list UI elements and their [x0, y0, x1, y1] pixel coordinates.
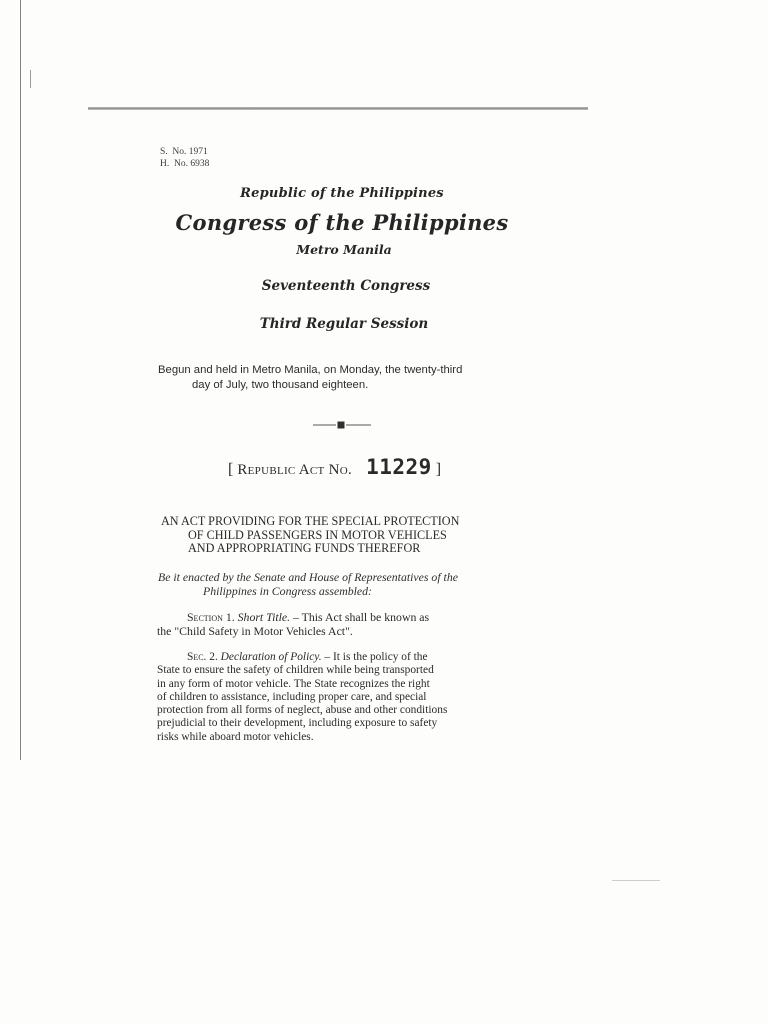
act-number: 11229 — [366, 455, 432, 479]
bill-numbers — [160, 146, 209, 170]
act-title-line-1: AN ACT PROVIDING FOR THE SPECIAL PROTECTION — [161, 514, 460, 528]
section-2-line-1 — [157, 651, 527, 664]
section-2-line-2: State to ensure the safety of children while being transported — [157, 664, 434, 677]
scan-top-rule — [88, 107, 588, 110]
section-1-text-1: – This Act shall be known as — [290, 610, 430, 624]
republic-act-number — [228, 455, 441, 479]
section-2-label: Sec. 2. — [187, 651, 218, 663]
session-heading: Third Regular Session — [259, 316, 429, 332]
section-1 — [157, 611, 529, 638]
divider-ornament — [313, 420, 371, 430]
enacting-line-1: Be it enacted by the Senate and House of Representatives of the — [158, 570, 458, 584]
section-1-line-2: the "Child Safety in Motor Vehicles Act". — [157, 623, 353, 638]
scan-left-edge — [20, 0, 21, 760]
convened-statement — [158, 363, 530, 393]
convened-line-2: day of July, two thousand eighteen. — [192, 379, 369, 391]
close-bracket: ] — [435, 461, 442, 478]
scan-speck — [30, 70, 31, 88]
enacting-clause — [158, 571, 530, 598]
section-1-label: Section 1. — [187, 610, 235, 624]
senate-bill-number: S. No. 1971 — [160, 147, 208, 157]
scan-speck — [612, 880, 660, 881]
house-bill-number: H. No. 6938 — [160, 159, 210, 169]
section-2-line-4: of children to assistance, including proper care, and special — [157, 690, 427, 703]
open-bracket: [ — [228, 461, 234, 478]
republic-act-label: Republic Act No. — [237, 462, 353, 478]
section-2 — [157, 651, 527, 744]
section-2-line-6: prejudicial to their development, including exposure to safety — [157, 717, 438, 730]
enacting-line-2: Philippines in Congress assembled: — [203, 583, 372, 598]
section-2-line-7: risks while aboard motor vehicles. — [157, 730, 314, 743]
section-1-heading: Short Title. — [237, 610, 291, 624]
act-title-line-2: OF CHILD PASSENGERS IN MOTOR VEHICLES — [188, 527, 447, 542]
congress-number-heading: Seventeenth Congress — [261, 278, 431, 294]
section-2-heading: Declaration of Policy. — [220, 651, 322, 663]
congress-heading: Congress of the Philippines — [175, 210, 509, 235]
section-1-line-1 — [157, 611, 529, 625]
convened-line-1: Begun and held in Metro Manila, on Monday, the twenty-third — [158, 364, 463, 376]
section-2-line-3: in any form of motor vehicle. The State recognizes the right — [157, 677, 430, 690]
republic-heading: Republic of the Philippines — [240, 186, 444, 201]
section-2-line-5: protection from all forms of neglect, abuse and other conditions — [157, 704, 448, 717]
location-heading: Metro Manila — [296, 242, 392, 257]
section-2-text-1: – It is the policy of the — [321, 651, 428, 663]
act-title-line-3: AND APPROPRIATING FUNDS THEREFOR — [188, 541, 421, 555]
act-title — [161, 515, 531, 556]
